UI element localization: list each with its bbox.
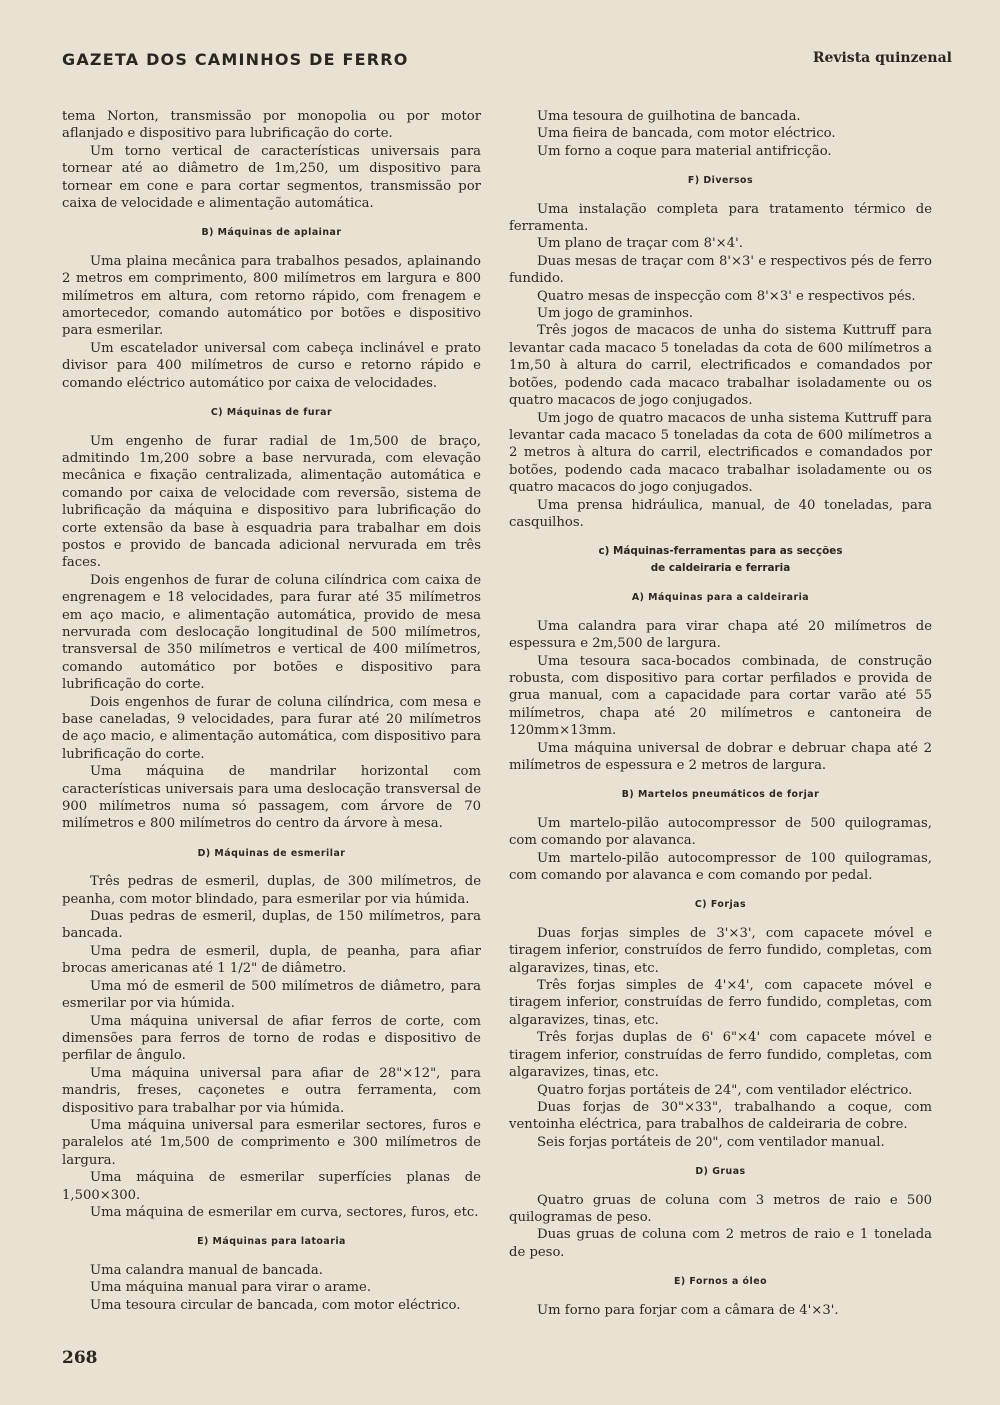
paragraph: Duas forjas simples de 3'×3', com capacete móvel e tiragem inferior, construídos de ferro fundido, completas, com algaravizes, tinas, etc. — [509, 925, 932, 976]
paragraph: Um forno a coque para material antifricção. — [537, 143, 832, 159]
paragraph: Uma mó de esmeril de 500 milímetros de diâmetro, para esmerilar por via húmida. — [62, 978, 481, 1012]
paragraph: Dois engenhos de furar de coluna cilíndrica, com mesa e base caneladas, 9 velocidades, para furar até 20 milímetros de aço macio, e alimentação automática, com dispositivo para lubrificação do corte. — [62, 694, 481, 762]
paragraph: Um engenho de furar radial de 1m,500 de braço, admitindo 1m,200 sobre a base nervurada, com elevação mecânica e fixação centralizada, alimentação automática e comando por caixa de velocidade com reversão, sistema de lubrificação da máquina e dispositivo para lubrificação do corte extensão da base à esquadria para trabalhar em dois postos e provido de bancada adicional nervurada em três faces. — [62, 433, 481, 571]
subsection-heading: D) Máquinas de esmerilar — [197, 847, 346, 859]
subsection-heading: B) Martelos pneumáticos de forjar — [621, 789, 820, 801]
paragraph: Um escatelador universal com cabeça inclinável e prato divisor para 400 milímetros de curso e retorno rápido e comando eléctrico automático por caixa de velocidades. — [62, 340, 481, 391]
paragraph: Um forno para forjar com a câmara de 4'×3'. — [537, 1302, 839, 1318]
paragraph: Um jogo de quatro macacos de unha sistema Kuttruff para levantar cada macaco 5 toneladas da cota de 600 milímetros a 2 metros à altura do carril, electrificados e comandados por botões, podendo cada macaco trabalhar isoladamente ou os quatro macacos do jogo conjugados. — [509, 410, 932, 496]
paragraph: Um plano de traçar com 8'×4'. — [537, 236, 743, 252]
paragraph: Duas forjas de 30"×33", trabalhando a coque, com ventoinha eléctrica, para trabalhos de caldeiraria de cobre. — [509, 1099, 932, 1133]
paragraph: Um torno vertical de características universais para tornear até ao diâmetro de 1m,250, um dispositivo para tornear em cone e para cortar segmentos, transmissão por caixa de velocidade e alimentação automática. — [62, 143, 481, 212]
paragraph: Duas gruas de coluna com 2 metros de raio e 1 tonelada de peso. — [509, 1227, 932, 1260]
paragraph: Uma plaina mecânica para trabalhos pesados, aplainando 2 metros em comprimento, 800 milímetros em largura e 800 milímetros em altura, com retorno rápido, com frenagem e amortecedor, comando automático por botões e dispositivo para esmerilar. — [62, 253, 481, 339]
paragraph: Uma calandra manual de bancada. — [90, 1262, 323, 1278]
paragraph: Uma máquina de mandrilar horizontal com características universais para uma deslocação transversal de 900 milímetros numa só passagem, com árvore de 70 milímetros e 800 milímetros do centro da árvore à mesa. — [62, 764, 481, 832]
journal-title: GAZETA DOS CAMINHOS DE FERRO — [62, 50, 409, 69]
paragraph: Uma fieira de bancada, com motor eléctrico. — [537, 126, 836, 142]
paragraph: Seis forjas portáteis de 20", com ventilador manual. — [537, 1134, 885, 1150]
paragraph: Quatro gruas de coluna com 3 metros de raio e 500 quilogramas de peso. — [509, 1192, 932, 1225]
right-column — [509, 108, 932, 1319]
subsection-heading: E) Máquinas para latoaria — [197, 1236, 346, 1248]
paragraph: Uma máquina de esmerilar superfícies planas de 1,500×300. — [62, 1170, 481, 1203]
paragraph: Uma tesoura saca-bocados combinada, de construção robusta, com dispositivo para cortar perfilados e provida de grua manual, com a capacidade para cortar varão até 55 milímetros, chapa até 20 milímetros e cantoneira de 120mm×13mm. — [509, 653, 932, 739]
paragraph: Três forjas duplas de 6' 6"×4' com capacete móvel e tiragem inferior, construídas de ferro fundido, completas, com algaravizes, tinas, etc. — [509, 1030, 932, 1081]
paragraph: Uma tesoura circular de bancada, com motor eléctrico. — [90, 1297, 461, 1313]
paragraph: Uma pedra de esmeril, dupla, de peanha, para afiar brocas americanas até 1 1/2" de diâmetro. — [62, 943, 481, 977]
paragraph: Uma tesoura de guilhotina de bancada. — [537, 109, 801, 124]
paragraph: Uma calandra para virar chapa até 20 milímetros de espessura e 2m,500 de largura. — [509, 618, 932, 652]
paragraph: Quatro mesas de inspecção com 8'×3' e respectivos pés. — [537, 288, 916, 304]
left-column — [62, 108, 481, 1314]
paragraph: tema Norton, transmissão por monopolia ou por motor aflanjado e dispositivo para lubrificação do corte. — [62, 109, 481, 142]
page-number: 268 — [62, 1348, 98, 1368]
paragraph: Um martelo-pilão autocompressor de 500 quilogramas, com comando por alavanca. — [509, 815, 932, 849]
paragraph: Uma máquina universal para afiar de 28"×12", para mandris, freses, caçonetes e outra ferramenta, com dispositivo para trabalhar por via húmida. — [62, 1065, 481, 1116]
paragraph: Uma máquina de esmerilar em curva, sectores, furos, etc. — [90, 1204, 479, 1220]
paragraph: Um jogo de graminhos. — [537, 306, 694, 322]
page-header — [62, 50, 952, 74]
paragraph: Uma máquina universal de dobrar e debruar chapa até 2 milímetros de espessura e 2 metros de largura. — [509, 740, 932, 773]
paragraph: Uma instalação completa para tratamento térmico de ferramenta. — [509, 201, 932, 235]
journal-section: Revista quinzenal — [812, 50, 952, 66]
subsection-heading: A) Máquinas para a caldeiraria — [631, 592, 810, 604]
paragraph: Uma prensa hidráulica, manual, de 40 toneladas, para casquilhos. — [509, 497, 932, 530]
paragraph: Uma máquina manual para virar o arame. — [90, 1280, 372, 1296]
subsection-heading: E) Fornos a óleo — [673, 1276, 768, 1288]
section-heading-line: c) Máquinas-ferramentas para as secções — [598, 545, 843, 558]
paragraph: Uma máquina universal para esmerilar sectores, furos e paralelos até 1m,500 de comprimento e 300 milímetros de largura. — [62, 1117, 481, 1168]
paragraph: Uma máquina universal de afiar ferros de corte, com dimensões para ferros de torno de rodas e dispositivo de perfilar de ângulo. — [62, 1013, 481, 1064]
subsection-heading: D) Gruas — [695, 1166, 746, 1178]
subsection-heading: B) Máquinas de aplainar — [201, 227, 342, 239]
paragraph: Dois engenhos de furar de coluna cilíndrica com caixa de engrenagem e 18 velocidades, para furar até 35 milímetros em aço macio, e alimentação automática, provido de mesa nervurada com deslocação longitudinal de 500 milímetros, transversal de 350 milímetros e vertical de 400 milímetros, comando automático por botões e dispositivo para lubrificação do corte. — [62, 572, 481, 693]
section-heading — [509, 543, 932, 577]
paragraph: Duas pedras de esmeril, duplas, de 150 milímetros, para bancada. — [62, 909, 481, 942]
paragraph: Três pedras de esmeril, duplas, de 300 milímetros, de peanha, com motor blindado, para esmerilar por via húmida. — [62, 874, 481, 907]
subsection-heading: F) Diversos — [687, 175, 754, 187]
paragraph: Quatro forjas portáteis de 24", com ventilador eléctrico. — [537, 1082, 913, 1098]
subsection-heading: C) Forjas — [694, 899, 747, 911]
paragraph: Duas mesas de traçar com 8'×3' e respectivos pés de ferro fundido. — [509, 253, 932, 287]
section-heading-line: de caldeiraria e ferraria — [650, 562, 791, 575]
subsection-heading: C) Máquinas de furar — [210, 407, 333, 419]
paragraph: Um martelo-pilão autocompressor de 100 quilogramas, com comando por alavanca e com comando por pedal. — [509, 850, 932, 884]
paragraph: Três forjas simples de 4'×4', com capacete móvel e tiragem inferior, construídas de ferro fundido, completas, com algaravizes, tinas, etc. — [509, 978, 932, 1028]
paragraph: Três jogos de macacos de unha do sistema Kuttruff para levantar cada macaco 5 toneladas da cota de 600 milímetros a 1m,50 à altura do carril, electrificados e comandados por botões, podendo cada macaco trabalhar isoladamente ou os quatro macacos de jogo conjugados. — [509, 323, 932, 409]
